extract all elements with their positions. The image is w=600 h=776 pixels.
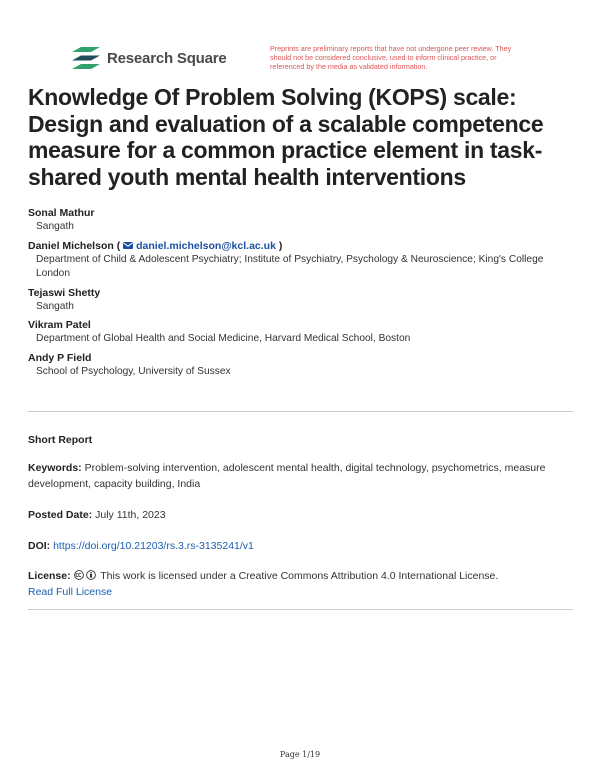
- read-full-license-link[interactable]: Read Full License: [28, 586, 113, 598]
- doi-link[interactable]: https://doi.org/10.21203/rs.3.rs-3135241/v1: [53, 540, 254, 552]
- research-square-logo-icon: [72, 47, 100, 69]
- author-name: Vikram Patel: [28, 319, 91, 331]
- author-name: Tejaswi Shetty: [28, 286, 101, 299]
- doi-label: DOI:: [28, 540, 51, 552]
- article-type: [28, 432, 576, 448]
- author-name: Sonal Mathur: [28, 207, 95, 219]
- license: [28, 568, 576, 600]
- header: [72, 44, 532, 78]
- brand-name: Research Square: [107, 49, 227, 67]
- author-name: Daniel Michelson: [28, 239, 114, 252]
- author-affiliation: Sangath: [36, 221, 74, 232]
- email-open-paren: (: [116, 239, 121, 252]
- divider: [28, 411, 573, 412]
- author-affiliation: School of Psychology, University of Sussex: [36, 365, 231, 377]
- preprint-disclaimer: Preprints are preliminary reports that have not undergone peer review. They should not be considered conclusive, used to inform clinical practice, or referenced by the media as validated information.: [270, 44, 512, 71]
- author-name: Andy P Field: [28, 351, 92, 364]
- creative-commons-icon: [74, 570, 84, 580]
- license-text: This work is licensed under a Creative Commons Attribution 4.0 International License.: [100, 570, 499, 582]
- author-entry: [28, 318, 576, 347]
- divider: [28, 609, 573, 610]
- author-affiliation: Sangath: [36, 300, 74, 312]
- author-entry: [28, 286, 576, 315]
- article-type-label: Short Report: [28, 434, 93, 446]
- author-entry: [28, 239, 576, 282]
- envelope-icon: [123, 242, 133, 249]
- author-affiliation: Department of Child & Adolescent Psychiatry; Institute of Psychiatry, Psychology & Neuroscience; King's College London: [36, 253, 544, 279]
- keywords: [28, 460, 576, 492]
- author-entry: [28, 206, 576, 235]
- keywords-value: Problem-solving intervention, adolescent mental health, digital technology, psychometrics, measure development, capacity building, India: [28, 462, 546, 490]
- keywords-label: Keywords:: [28, 462, 82, 474]
- doi: [28, 538, 576, 554]
- author-entry: [28, 351, 576, 380]
- license-label: License:: [28, 570, 71, 582]
- page-number: Page 1/19: [279, 750, 321, 759]
- author-affiliation: Department of Global Health and Social Medicine, Harvard Medical School, Boston: [36, 333, 411, 344]
- author-list: [28, 206, 576, 383]
- attribution-icon: [86, 570, 96, 580]
- posted-date-value: July 11th, 2023: [95, 509, 166, 521]
- research-square-logo[interactable]: [72, 47, 227, 69]
- author-name-with-email: [28, 239, 576, 253]
- author-email-link[interactable]: daniel.michelson@kcl.ac.uk: [136, 239, 276, 252]
- email-close-paren: ): [275, 239, 283, 252]
- paper-title: Knowledge Of Problem Solving (KOPS) scale: Design and evaluation of a scalable competence measure for a common practice element in task-shared youth mental health interventions: [28, 84, 544, 190]
- posted-date-label: Posted Date:: [28, 509, 93, 521]
- posted-date: [28, 507, 576, 523]
